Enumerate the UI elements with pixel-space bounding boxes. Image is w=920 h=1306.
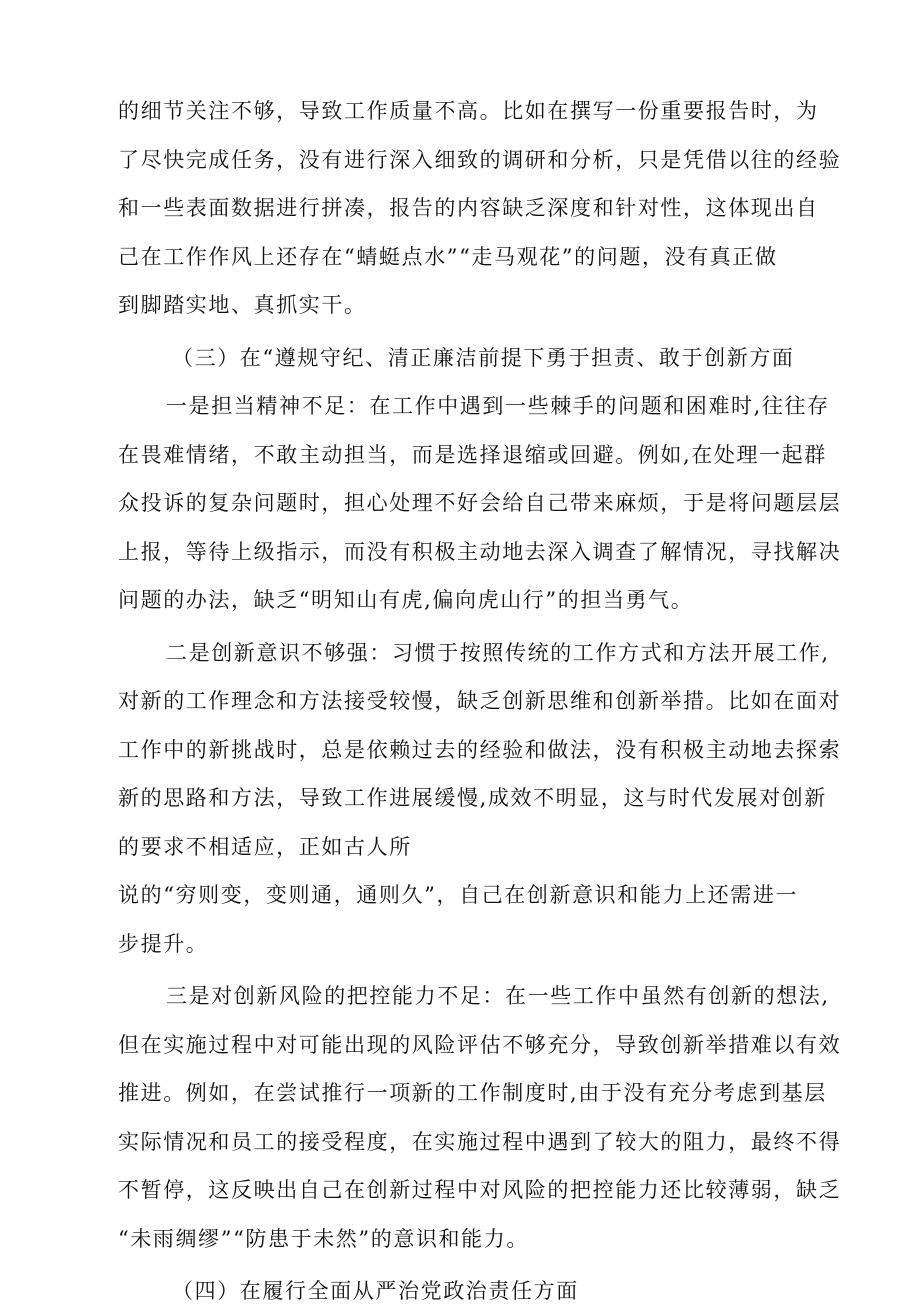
paragraph-line: 但在实施过程中对可能出现的风险评估不够充分，导致创新举措难以有效: [118, 1033, 842, 1057]
paragraph-line: 的要求不相适应，正如古人所: [118, 835, 412, 859]
paragraph-line: 到脚踏实地、真抓实干。: [118, 293, 367, 317]
paragraph-line: 和一些表面数据进行拼凑，报告的内容缺乏深度和针对性，这体现出自: [118, 196, 819, 220]
paragraph-line: 的细节关注不够，导致工作质量不高。比如在撰写一份重要报告时，为: [118, 99, 819, 123]
section-heading-3: （三）在“遵规守纪、清正廉洁前提下勇于担责、敢于创新方面: [172, 346, 795, 370]
paragraph-line: “未雨绸缪”“防患于未然”的意识和能力。: [118, 1227, 529, 1251]
paragraph-line: 三是对创新风险的把控能力不足：在一些工作中虽然有创新的想法,: [166, 984, 830, 1008]
paragraph-line: 上报，等待上级指示，而没有积极主动地去深入调查了解情况，寻找解决: [118, 540, 842, 564]
paragraph-line: 对新的工作理念和方法接受较慢，缺乏创新思维和创新举措。比如在面对: [118, 689, 842, 713]
paragraph-line: 了尽快完成任务，没有进行深入细致的调研和分析，只是凭借以往的经验: [118, 148, 842, 172]
paragraph-line: 步提升。: [118, 932, 209, 956]
paragraph-line: 问题的办法，缺乏“明知山有虎,偏向虎山行”的担当勇气。: [118, 588, 694, 612]
paragraph-line: 众投诉的复杂问题时，担心处理不好会给自己带来麻烦，于是将问题层层: [118, 491, 842, 515]
paragraph-line: 二是创新意识不够强：习惯于按照传统的工作方式和方法开展工作,: [166, 641, 830, 665]
paragraph-line: 新的思路和方法，导致工作进展缓慢,成效不明显，这与时代发展对创新: [118, 786, 827, 810]
section-heading-4: （四）在履行全面从严治党政治责任方面: [172, 1279, 579, 1303]
paragraph-line: 推进。例如，在尝试推行一项新的工作制度时,由于没有充分考虑到基层: [118, 1081, 827, 1105]
paragraph-line: 己在工作作风上还存在“蜻蜓点水”“走马观花”的问题，没有真正做: [118, 245, 778, 269]
paragraph-line: 不暂停，这反映出自己在创新过程中对风险的把控能力还比较薄弱，缺乏: [118, 1178, 842, 1202]
paragraph-line: 在畏难情绪，不敢主动担当，而是选择退缩或回避。例如,在处理一起群: [118, 443, 827, 467]
paragraph-line: 实际情况和员工的接受程度，在实施过程中遇到了较大的阻力，最终不得: [118, 1130, 842, 1154]
paragraph-line: 一是担当精神不足：在工作中遇到一些棘手的问题和困难时,往往存: [166, 394, 830, 418]
paragraph-line: 工作中的新挑战时，总是依赖过去的经验和做法，没有积极主动地去探索: [118, 738, 842, 762]
paragraph-line: 说的“穷则变，变则通，通则久”，自己在创新意识和能力上还需进一: [118, 883, 799, 907]
